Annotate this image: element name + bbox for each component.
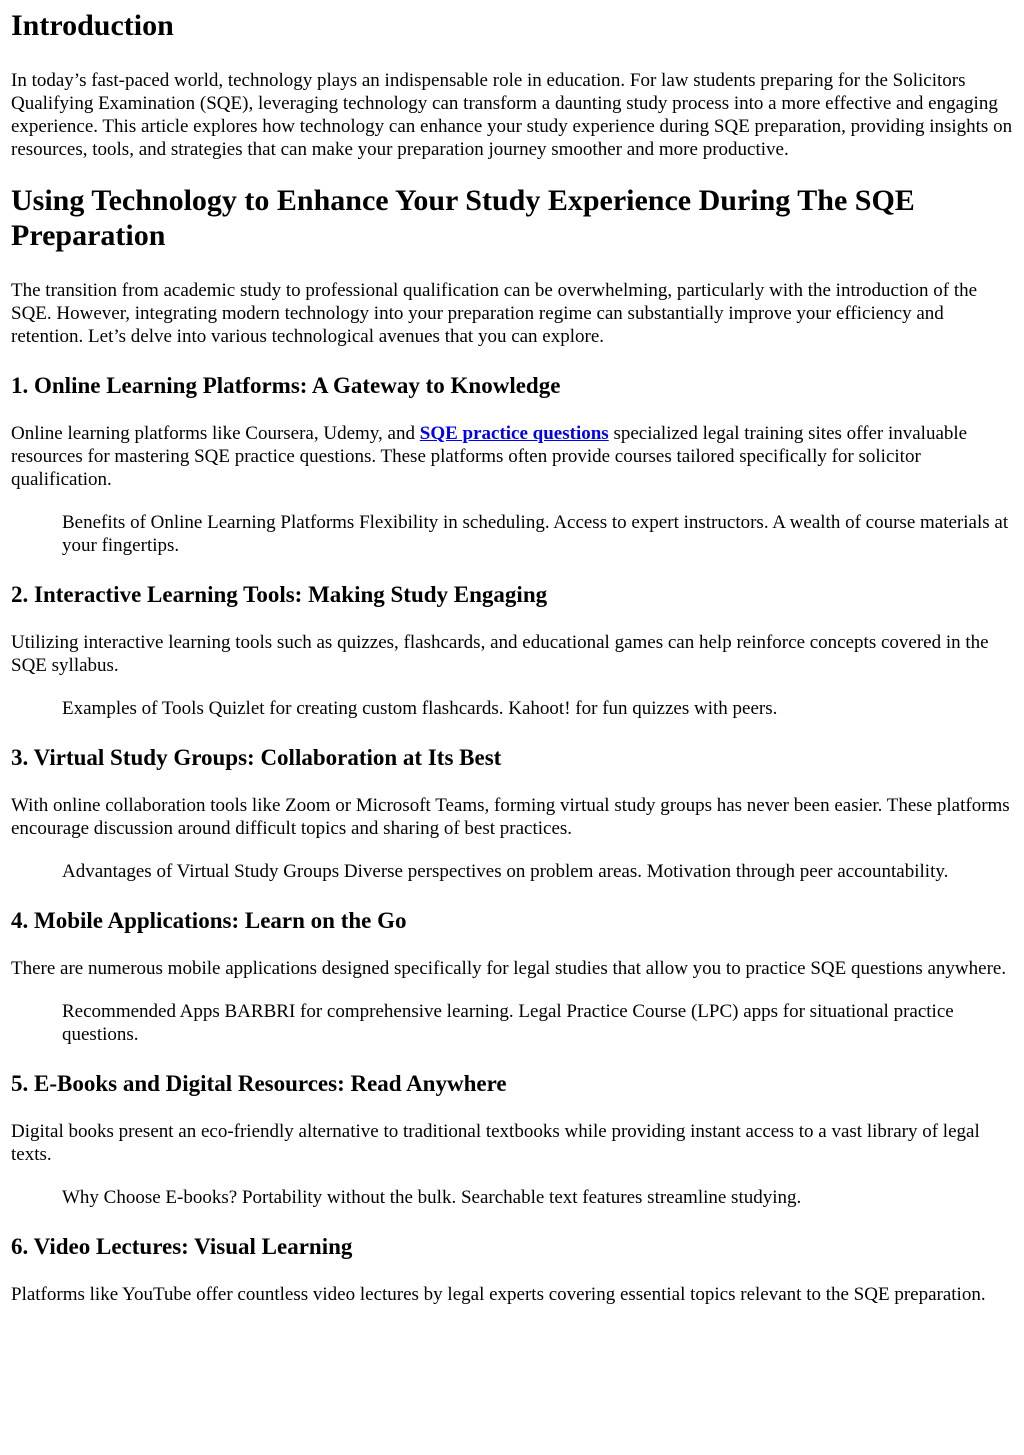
section-heading-virtual-study-groups: 3. Virtual Study Groups: Collaboration at Its Best bbox=[11, 745, 502, 770]
section-paragraph-ebooks: Digital books present an eco-friendly alternative to traditional textbooks while providing instant access to a vast library of legal texts. bbox=[11, 1121, 980, 1165]
section-heading-video-lectures: 6. Video Lectures: Visual Learning bbox=[11, 1234, 353, 1259]
sqe-practice-questions-link[interactable]: SQE practice questions bbox=[419, 423, 609, 444]
section-paragraph-virtual-study-groups: With online collaboration tools like Zoom or Microsoft Teams, forming virtual study groups has never been easier. These platforms encourage discussion around difficult topics and sharing of best practices. bbox=[11, 795, 1010, 839]
paragraph-text-after-link: specialized legal training sites offer invaluable resources for mastering SQE practice questions. These platforms often provide courses tailored specifically for solicitor qualification. bbox=[11, 423, 968, 490]
section-paragraph-online-learning bbox=[11, 422, 1014, 491]
section-heading-ebooks: 5. E-Books and Digital Resources: Read Anywhere bbox=[11, 1071, 507, 1096]
section-paragraph-mobile-applications: There are numerous mobile applications designed specifically for legal studies that allow you to practice SQE questions anywhere. bbox=[11, 958, 1007, 979]
section-heading-mobile-applications: 4. Mobile Applications: Learn on the Go bbox=[11, 908, 407, 933]
section-heading-interactive-tools: 2. Interactive Learning Tools: Making Study Engaging bbox=[11, 582, 548, 607]
section-quote-virtual-study-groups: Advantages of Virtual Study Groups Diverse perspectives on problem areas. Motivation through peer accountability. bbox=[62, 861, 949, 882]
section-quote-mobile-applications: Recommended Apps BARBRI for comprehensive learning. Legal Practice Course (LPC) apps for situational practice questions. bbox=[62, 1001, 954, 1045]
main-heading: Using Technology to Enhance Your Study Experience During The SQE Preparation bbox=[11, 184, 915, 252]
main-paragraph: The transition from academic study to professional qualification can be overwhelming, particularly with the introduction of the SQE. However, integrating modern technology into your preparation regime can substantially improve your efficiency and retention. Let’s delve into various technological avenues that you can explore. bbox=[11, 280, 978, 347]
section-quote-online-learning: Benefits of Online Learning Platforms Flexibility in scheduling. Access to expert instructors. A wealth of course materials at your fingertips. bbox=[62, 512, 1009, 556]
section-quote-interactive-tools: Examples of Tools Quizlet for creating custom flashcards. Kahoot! for fun quizzes with peers. bbox=[62, 698, 778, 719]
section-quote-ebooks: Why Choose E-books? Portability without the bulk. Searchable text features streamline studying. bbox=[62, 1187, 802, 1208]
intro-paragraph: In today’s fast-paced world, technology plays an indispensable role in education. For law students preparing for the Solicitors Qualifying Examination (SQE), leveraging technology can transform a daunting study process into a more effective and engaging experience. This article explores how technology can enhance your study experience during SQE preparation, providing insights on resources, tools, and strategies that can make your preparation journey smoother and more productive. bbox=[11, 70, 1013, 160]
intro-heading: Introduction bbox=[11, 9, 174, 42]
section-paragraph-video-lectures: Platforms like YouTube offer countless video lectures by legal experts covering essential topics relevant to the SQE preparation. bbox=[11, 1284, 986, 1305]
section-paragraph-interactive-tools: Utilizing interactive learning tools such as quizzes, flashcards, and educational games can help reinforce concepts covered in the SQE syllabus. bbox=[11, 632, 989, 676]
section-heading-online-learning: 1. Online Learning Platforms: A Gateway to Knowledge bbox=[11, 373, 561, 398]
paragraph-text-before-link: Online learning platforms like Coursera, Udemy, and bbox=[11, 423, 420, 444]
article bbox=[0, 9, 1024, 1306]
